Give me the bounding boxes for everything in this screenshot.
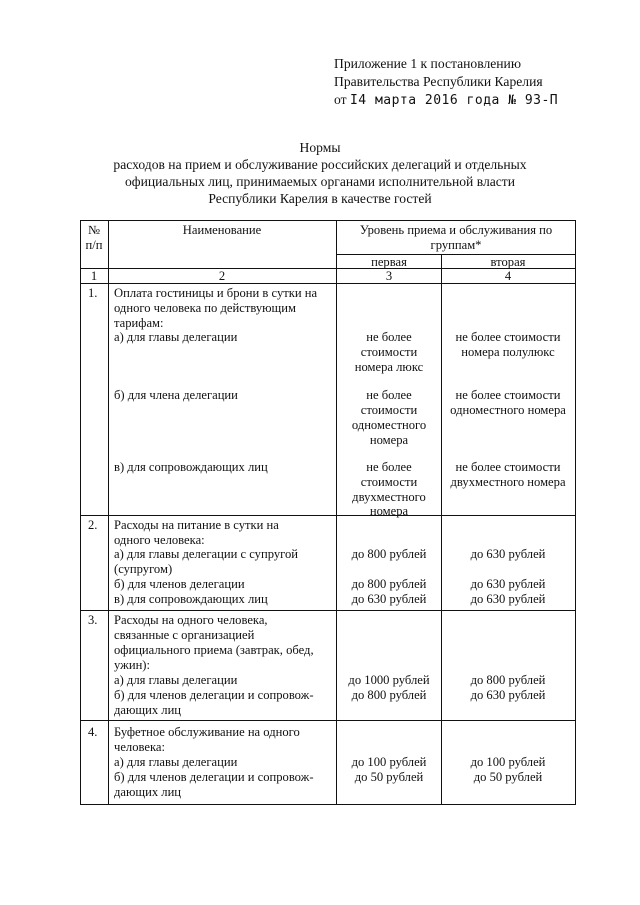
row-3-text: б) для членов делегации и сопровож- (114, 688, 314, 702)
title-line-1: Нормы (299, 140, 341, 155)
row-1-first-value: двухместного (352, 490, 426, 504)
head-index-1: 1 (90, 269, 98, 283)
row-4-first-value: до 50 рублей (354, 770, 424, 784)
row-3-second-value: до 630 рублей (470, 688, 546, 702)
row-2-second-value: до 630 рублей (470, 577, 546, 591)
annex-line-1: Приложение 1 к постановлению (334, 56, 521, 71)
row-1-second-value: не более стоимости (455, 330, 561, 344)
row-2-number: 2. (88, 518, 98, 532)
row-4-text: дающих лиц (114, 785, 182, 799)
head-name: Наименование (182, 223, 262, 237)
row-3-text: связанные с организацией (114, 628, 255, 642)
row-2-text: а) для главы делегации с супругой (114, 547, 299, 561)
row-2-text: Расходы на питание в сутки на (114, 518, 279, 532)
row-4-text: а) для главы делегации (114, 755, 238, 769)
row-4-text: б) для членов делегации и сопровож- (114, 770, 314, 784)
row-1-text: Оплата гостиницы и брони в сутки на (114, 286, 318, 300)
row-3-second-value: до 800 рублей (470, 673, 546, 687)
row-1-text: а) для главы делегации (114, 330, 238, 344)
head-number-abbr: п/п (85, 238, 103, 252)
row-3-first-value: до 800 рублей (351, 688, 427, 702)
row-1-text: б) для члена делегации (114, 388, 238, 402)
row-2-second-value: до 630 рублей (470, 547, 546, 561)
head-level-line-2: группам* (430, 238, 482, 252)
head-index-4: 4 (504, 269, 512, 283)
row-4-second-value: до 50 рублей (473, 770, 543, 784)
row-1-second-value: не более стоимости (455, 388, 561, 402)
row-1-number: 1. (88, 286, 98, 300)
row-1-second-value: не более стоимости (455, 460, 561, 474)
row-2-second-value: до 630 рублей (470, 592, 546, 606)
row-4-text: Буфетное обслуживание на одного (114, 725, 300, 739)
row-2-first-value: до 630 рублей (351, 592, 427, 606)
row-1-first-value: номера (369, 433, 409, 447)
row-1-first-value: номера (369, 504, 409, 518)
row-1-second-value: номера полулюкс (461, 345, 555, 359)
row-2-text: в) для сопровождающих лиц (114, 592, 268, 606)
row-2-text: б) для членов делегации (114, 577, 245, 591)
row-3-text: официального приема (завтрак, обед, (114, 643, 314, 657)
row-1-second-value: одноместного номера (450, 403, 566, 417)
head-index-3: 3 (385, 269, 393, 283)
row-1-first-value: стоимости (360, 345, 418, 359)
row-3-number: 3. (88, 613, 98, 627)
annex-line-3 (334, 91, 558, 109)
row-3-first-value: до 1000 рублей (348, 673, 430, 687)
row-3-text: дающих лиц (114, 703, 182, 717)
row-1-first-value: стоимости (360, 403, 418, 417)
annex-date-prefix: от (334, 92, 347, 107)
row-2-text: одного человека: (114, 533, 205, 547)
row-4-text: человека: (114, 740, 165, 754)
annex-handwritten-date: I4 марта 2016 года № 93-П (349, 93, 559, 108)
title-line-3: официальных лиц, принимаемых органами исполнительной власти (124, 174, 516, 189)
row-2-first-value: до 800 рублей (351, 577, 427, 591)
head-level-line-1: Уровень приема и обслуживания по (359, 223, 553, 237)
row-4-first-value: до 100 рублей (351, 755, 427, 769)
title-line-4: Республики Карелия в качестве гостей (208, 191, 432, 206)
head-group-second: вторая (490, 255, 526, 269)
row-1-first-value: стоимости (360, 475, 418, 489)
row-3-text: а) для главы делегации (114, 673, 238, 687)
head-group-first: первая (371, 255, 407, 269)
row-1-first-value: не более (366, 388, 412, 402)
head-index-2: 2 (218, 269, 226, 283)
row-4-number: 4. (88, 725, 98, 739)
row-2-first-value: до 800 рублей (351, 547, 427, 561)
row-3-text: ужин): (114, 658, 151, 672)
head-number-symbol: № (87, 223, 101, 237)
row-1-first-value: не более (366, 460, 412, 474)
row-2-text: (супругом) (114, 562, 173, 576)
annex-line-2: Правительства Республики Карелия (334, 74, 543, 89)
row-1-text: в) для сопровождающих лиц (114, 460, 268, 474)
row-4-second-value: до 100 рублей (470, 755, 546, 769)
row-1-first-value: не более (366, 330, 412, 344)
row-1-text: одного человека по действующим (114, 301, 296, 315)
row-1-first-value: номера люкс (354, 360, 424, 374)
title-line-2: расходов на прием и обслуживание российских делегаций и отдельных (113, 157, 527, 172)
row-3-text: Расходы на одного человека, (114, 613, 268, 627)
row-1-text: тарифам: (114, 316, 164, 330)
row-1-second-value: двухместного номера (450, 475, 566, 489)
row-1-first-value: одноместного (351, 418, 427, 432)
